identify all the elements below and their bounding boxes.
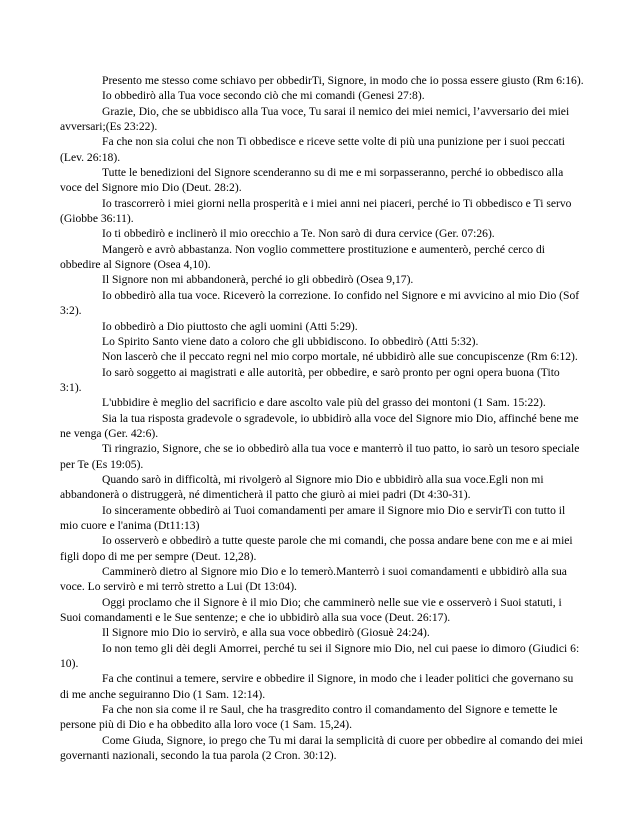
paragraph: Il Signore non mi abbandonerà, perché io gli obbedirò (Osea 9,17). xyxy=(102,273,414,287)
paragraph: Quando sarò in difficoltà, mi rivolgerò al Signore mio Dio e ubbidirò alla sua voce.Egli non mi abbandonerà o distruggerà, né dimenticherà il patto che giurò ai miei padri (Dt 4:30-31). xyxy=(60,472,544,502)
paragraph: Io ti obbedirò e inclinerò il mio orecchio a Te. Non sarò di dura cervice (Ger. 07:26). xyxy=(102,227,495,241)
paragraph: Io trascorrerò i miei giorni nella prosperità e i miei anni nei piaceri, perché io Ti obbedisco e Ti servo (Giobbe 36:11). xyxy=(60,196,572,226)
paragraph: Come Giuda, Signore, io prego che Tu mi darai la semplicità di cuore per obbedire al comando dei miei governanti nazionali, secondo la tua parola (2 Cron. 30:12). xyxy=(60,733,584,763)
paragraph: Oggi proclamo che il Signore è il mio Dio; che camminerò nelle sue vie e osserverò i Suoi statuti, i Suoi comandamenti e le Sue sentenze; e che io ubbidirò alla sua voce (Deut. 26:17). xyxy=(60,595,562,625)
paragraph: Lo Spirito Santo viene dato a coloro che gli ubbidiscono. Io obbedirò (Atti 5:32). xyxy=(102,334,479,348)
paragraph: Grazie, Dio, che se ubbidisco alla Tua voce, Tu sarai il nemico dei miei nemici, l’avversario dei miei avversari;(Es 23:22). xyxy=(60,104,570,134)
paragraph: Non lascerò che il peccato regni nel mio corpo mortale, né ubbidirò alle sue concupiscenze (Rm 6:12). xyxy=(102,350,578,364)
paragraph: Ti ringrazio, Signore, che se io obbedirò alla tua voce e manterrò il tuo patto, io sarò un tesoro speciale per Te (Es 19:05). xyxy=(60,442,580,471)
paragraph: Fa che continui a temere, servire e obbedire il Signore, in modo che i leader politici che governano su di me anche seguiranno Dio (1 Sam. 12:14). xyxy=(60,672,574,701)
paragraph: Fa che non sia colui che non Ti obbedisce e riceve sette volte di più una punizione per i suoi peccati (Lev. 26:18). xyxy=(60,135,565,164)
paragraph: Io non temo gli dèi degli Amorrei, perché tu sei il Signore mio Dio, nel cui paese io dimoro (Giudici 6: 10). xyxy=(60,641,580,671)
paragraph: Io obbedirò alla Tua voce secondo ciò che mi comandi (Genesi 27:8). xyxy=(102,89,425,103)
paragraph: Io sinceramente obbedirò ai Tuoi comandamenti per amare il Signore mio Dio e servirTi con tutto il mio cuore e l'anima (Dt11:13) xyxy=(60,503,566,532)
paragraph: L'ubbidire è meglio del sacrificio e dare ascolto vale più del grasso dei montoni (1 Sam. 15:22). xyxy=(102,396,546,410)
paragraph: Fa che non sia come il re Saul, che ha trasgredito contro il comandamento del Signore e temette le persone più di Dio e ha obbedito alla loro voce (1 Sam. 15,24). xyxy=(60,703,558,732)
paragraph: Sia la tua risposta gradevole o sgradevole, io ubbidirò alla voce del Signore mio Dio, affinché bene me ne venga (Ger. 42:6). xyxy=(60,411,579,440)
paragraph: Io osserverò e obbedirò a tutte queste parole che mi comandi, che possa andare bene con me e ai miei figli dopo di me per sempre (Deut. 12,28). xyxy=(60,534,573,563)
paragraph: Presento me stesso come schiavo per obbedirTi, Signore, in modo che io possa essere giusto (Rm 6:16). xyxy=(102,74,584,87)
paragraph: Io obbedirò a Dio piuttosto che agli uomini (Atti 5:29). xyxy=(102,319,358,333)
paragraph: Io obbedirò alla tua voce. Riceverò la correzione. Io confido nel Signore e mi avvicino al mio Dio (Sof 3:2). xyxy=(60,288,580,318)
paragraph: Il Signore mio Dio io servirò, e alla sua voce obbedirò (Giosuè 24:24). xyxy=(102,626,430,640)
paragraph: Mangerò e avrò abbastanza. Non voglio commettere prostituzione e aumenterò, perché cerco di obbedire al Signore (Osea 4,10). xyxy=(60,242,545,272)
paragraph: Camminerò dietro al Signore mio Dio e lo temerò.Manterrò i suoi comandamenti e ubbidirò alla sua voce. Lo servirò e mi terrò stretto a Lui (Dt 13:04). xyxy=(60,565,567,594)
paragraph: Tutte le benedizioni del Signore scenderanno su di me e mi sorpasseranno, perché io obbedisco alla voce del Signore mio Dio (Deut. 28:2). xyxy=(60,166,564,195)
paragraph: Io sarò soggetto ai magistrati e alle autorità, per obbedire, e sarò pronto per ogni opera buona (Tito 3:1). xyxy=(60,365,560,394)
